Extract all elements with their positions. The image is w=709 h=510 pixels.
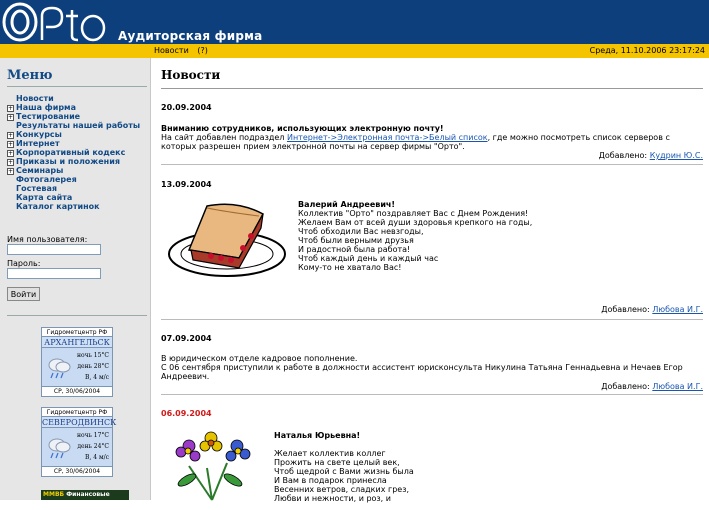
weather-provider: Гидрометцентр РФ — [42, 328, 112, 337]
menu-item-label: Корпоративный кодекс — [16, 148, 126, 157]
menu-item-label: Карта сайта — [16, 193, 73, 202]
menu-item-results[interactable] — [7, 121, 140, 130]
author-link[interactable]: Кудрин Ю.С. — [649, 151, 703, 160]
author-link[interactable]: Любова И.Г. — [652, 382, 703, 391]
added-label: Добавлено: — [598, 151, 648, 160]
datetime: Среда, 11.10.2006 23:17:24 — [589, 46, 705, 55]
menu-item-label: Наша фирма — [16, 103, 76, 112]
expand-icon[interactable]: + — [8, 150, 14, 157]
greeting-poem: Желает коллектив коллег Прожить на свете целый век, Чтоб щедрой с Вами жизнь была И Вам в подарок принесла Весенних ветров, сладких грез, Любви и нежности, и роз, и — [274, 449, 414, 503]
added-by — [599, 151, 703, 160]
username-label: Имя пользователя: — [7, 235, 88, 244]
weather-date: СР, 30/06/2004 — [42, 466, 112, 476]
menu-item-contests[interactable] — [7, 130, 140, 139]
menu-item-news[interactable] — [7, 94, 140, 103]
divider — [7, 315, 147, 316]
weather-widget[interactable] — [41, 407, 117, 477]
weather-widget[interactable] — [41, 327, 113, 397]
menu-item-internet[interactable] — [7, 139, 140, 148]
expand-icon[interactable]: + — [8, 132, 14, 139]
mmvb-banner[interactable] — [41, 490, 129, 508]
logo[interactable] — [0, 0, 110, 44]
breadcrumb — [154, 46, 208, 55]
weather-temps — [77, 430, 109, 463]
news-text: , где можно посмотреть список серверов с которых разрешен прием электронной почты на сервер фирмы "Орто". — [161, 133, 670, 151]
divider — [161, 394, 703, 395]
firm-title: Аудиторская фирма — [118, 29, 263, 43]
weather-city: СЕВЕРОДВИНСК — [42, 418, 117, 427]
weather-body — [42, 348, 112, 386]
weather-provider: Гидрометцентр РФ — [42, 408, 112, 417]
username-field[interactable] — [7, 244, 101, 255]
menu-item-photo-gallery[interactable] — [7, 175, 140, 184]
login-form — [7, 235, 147, 301]
rain-cloud-icon — [45, 354, 73, 382]
wind: В, 4 м/с — [85, 454, 109, 461]
night-temp: ночь 17°С — [77, 432, 109, 439]
menu-item-label: Интернет — [16, 139, 60, 148]
main-content — [161, 58, 703, 503]
day-temp: день 24°С — [77, 443, 109, 450]
mmvb-text: Финансовые индикаторы — [43, 491, 110, 508]
author-link[interactable]: Любова И.Г. — [652, 305, 703, 314]
greeting-block — [298, 200, 532, 272]
menu-item-label: Гостевая — [16, 184, 57, 193]
top-bar — [0, 44, 709, 58]
cherry-pie-icon — [167, 198, 293, 280]
menu-item-corporate-code[interactable] — [7, 148, 140, 157]
header — [0, 0, 709, 44]
sidebar — [0, 58, 151, 508]
news-headline: Вниманию сотрудников, использующих электронную почту! — [161, 124, 444, 133]
flowers-icon — [167, 428, 257, 500]
greeting-block — [274, 431, 414, 503]
expand-icon[interactable]: + — [8, 168, 14, 175]
news-text: В юридическом отделе кадровое пополнение. С 06 сентября приступили к работе в должности ассистент юрисконсульта Никулина Татьяна Геннадьевна и Нечаев Егор Андреевич. — [161, 354, 683, 381]
menu-item-guestbook[interactable] — [7, 184, 140, 193]
greeting-poem: Коллектив "Орто" поздравляет Вас с Днем Рождения! Желаем Вам от всей души здоровья крепкого на годы, Чтоб обходили Вас невзгоды, Чтоб были верными друзья И радостной была работа! Чтоб каждый день и каждый час Кому-то не хватало Вас! — [298, 209, 533, 272]
login-button[interactable]: Войти — [7, 287, 40, 301]
divider — [161, 164, 703, 165]
added-label: Добавлено: — [601, 305, 650, 314]
day-temp: день 28°С — [77, 363, 109, 370]
news-link[interactable]: Интернет->Электронная почта->Белый список — [286, 133, 488, 142]
menu-item-seminars[interactable] — [7, 166, 140, 175]
weather-body — [42, 428, 112, 466]
greeting-title: Наталья Юрьевна! — [274, 431, 361, 440]
menu-item-label: Каталог картинок — [16, 202, 100, 211]
news-date: 13.09.2004 — [161, 180, 212, 189]
divider — [161, 88, 703, 89]
weather-date: СР, 30/06/2004 — [42, 386, 112, 396]
night-temp: ночь 15°С — [77, 352, 109, 359]
menu-item-catalog[interactable] — [7, 202, 140, 211]
weather-temps — [77, 350, 109, 383]
expand-icon[interactable]: + — [8, 141, 14, 148]
menu-item-label: Результаты нашей работы — [16, 121, 141, 130]
menu-item-sitemap[interactable] — [7, 193, 140, 202]
divider — [161, 319, 703, 320]
added-by — [601, 382, 703, 391]
menu-item-label: Семинары — [16, 166, 64, 175]
page-title: Новости — [161, 68, 221, 82]
menu-item-label: Тестирование — [16, 112, 81, 121]
news-link[interactable]: Новости — [154, 46, 189, 55]
wind: В, 4 м/с — [85, 374, 109, 381]
password-label: Пароль: — [7, 259, 41, 268]
news-body — [161, 124, 703, 151]
added-by — [601, 305, 703, 314]
rain-cloud-icon — [45, 434, 73, 462]
expand-icon[interactable]: + — [8, 114, 14, 121]
menu-item-testing[interactable] — [7, 112, 140, 121]
news-text: На сайт добавлен подраздел — [161, 133, 287, 142]
mmvb-brand: ММВБ — [43, 491, 65, 498]
help-link[interactable]: (?) — [197, 46, 208, 55]
greeting-title: Валерий Андреевич! — [298, 200, 396, 209]
menu-list — [7, 94, 140, 211]
menu-item-label: Конкурсы — [16, 130, 62, 139]
menu-item-orders[interactable] — [7, 157, 140, 166]
news-date: 20.09.2004 — [161, 103, 212, 112]
expand-icon[interactable]: + — [8, 105, 14, 112]
menu-item-our-firm[interactable] — [7, 103, 140, 112]
news-date: 06.09.2004 — [161, 409, 212, 418]
divider — [7, 86, 147, 87]
expand-icon[interactable]: + — [8, 159, 14, 166]
added-label: Добавлено: — [601, 382, 650, 391]
password-field[interactable] — [7, 268, 101, 279]
menu-item-label: Новости — [16, 94, 54, 103]
menu-item-label: Фотогалерея — [16, 175, 77, 184]
weather-city: АРХАНГЕЛЬСК — [42, 337, 112, 348]
menu-item-label: Приказы и положения — [16, 157, 120, 166]
news-date: 07.09.2004 — [161, 334, 212, 343]
menu-title: Меню — [7, 68, 53, 83]
